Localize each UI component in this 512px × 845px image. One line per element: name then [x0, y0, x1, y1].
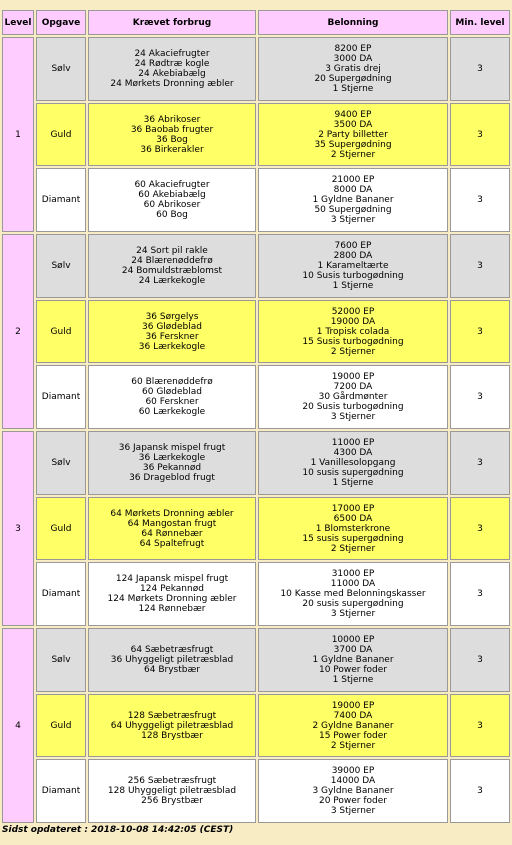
forbrug-line: 24 Mørkets Dronning æbler	[110, 79, 234, 89]
belonning-line: 52000 EP	[331, 306, 375, 317]
belonning-line: 30 Gårdmønter	[318, 392, 388, 402]
forbrug-cell	[88, 168, 256, 232]
belonning-line: 3 Stjerner	[330, 806, 376, 816]
forbrug-line: 64 Mangostan frugt	[127, 518, 217, 529]
forbrug-line: 64 Mørkets Dronning æbler	[110, 508, 234, 519]
belonning-line: 2 Gyldne Bananer	[312, 720, 394, 731]
belonning-line: 1 Stjerne	[332, 84, 374, 94]
opgave-cell: Guld	[36, 300, 86, 363]
forbrug-line: 36 Birkerakler	[140, 144, 204, 155]
min-level-cell: 3	[450, 168, 510, 232]
header-min-level: Min. level	[450, 10, 510, 35]
header-level: Level	[2, 10, 34, 35]
forbrug-cell	[88, 562, 256, 626]
opgave-cell: Guld	[36, 103, 86, 166]
forbrug-line: 60 Abrikoser	[143, 200, 201, 210]
opgave-cell: Diamant	[36, 562, 86, 626]
level-cell: 4	[2, 628, 34, 823]
belonning-cell	[258, 300, 448, 363]
forbrug-cell	[88, 234, 256, 298]
forbrug-line: 60 Akebiabælg	[138, 190, 206, 200]
min-level-cell: 3	[450, 103, 510, 166]
table-row	[2, 694, 510, 757]
belonning-line: 2 Stjerner	[330, 346, 376, 357]
header-forbrug: Krævet forbrug	[88, 10, 256, 35]
belonning-line: 15 susis supergødning	[302, 533, 404, 544]
belonning-line: 1 Vanillesolopgang	[310, 458, 396, 468]
level-cell: 2	[2, 234, 34, 429]
forbrug-line: 24 Akebiabælg	[138, 69, 206, 79]
opgave-cell: Guld	[36, 497, 86, 560]
forbrug-line: 36 Baobab frugter	[130, 124, 214, 135]
table-row	[2, 37, 510, 101]
forbrug-cell	[88, 497, 256, 560]
belonning-line: 2 Stjerner	[330, 149, 376, 160]
table-body	[2, 37, 510, 823]
belonning-line: 1 Stjerne	[332, 281, 374, 291]
belonning-line: 8200 EP	[334, 44, 372, 54]
belonning-line: 20 Susis turbogødning	[302, 402, 404, 412]
belonning-line: 19000 EP	[331, 372, 375, 382]
belonning-line: 3000 DA	[333, 54, 373, 64]
forbrug-cell	[88, 103, 256, 166]
belonning-line: 21000 EP	[331, 175, 375, 185]
belonning-cell	[258, 628, 448, 692]
table-row	[2, 168, 510, 232]
belonning-line: 1 Stjerne	[332, 478, 374, 488]
header-opgave: Opgave	[36, 10, 86, 35]
belonning-line: 2 Stjerner	[330, 740, 376, 751]
forbrug-line: 24 Blærenøddefrø	[131, 256, 213, 266]
belonning-cell	[258, 759, 448, 823]
belonning-line: 50 Supergødning	[314, 205, 392, 215]
table-row	[2, 365, 510, 429]
forbrug-line: 36 Lærkekogle	[138, 341, 206, 352]
belonning-line: 10 Kasse med Belonningskasser	[280, 589, 426, 599]
forbrug-cell	[88, 759, 256, 823]
forbrug-line: 124 Rønnebær	[138, 604, 206, 614]
belonning-line: 6500 DA	[333, 513, 373, 524]
min-level-cell: 3	[450, 300, 510, 363]
belonning-line: 7400 DA	[333, 710, 373, 721]
belonning-line: 1 Stjerne	[332, 675, 374, 685]
min-level-cell: 3	[450, 365, 510, 429]
min-level-cell: 3	[450, 562, 510, 626]
belonning-cell	[258, 694, 448, 757]
belonning-cell	[258, 234, 448, 298]
min-level-cell: 3	[450, 628, 510, 692]
opgave-cell: Diamant	[36, 759, 86, 823]
forbrug-line: 60 Ferskner	[145, 397, 199, 407]
rewards-table	[0, 8, 512, 825]
belonning-line: 7200 DA	[333, 382, 373, 392]
forbrug-cell	[88, 628, 256, 692]
min-level-cell: 3	[450, 497, 510, 560]
belonning-cell	[258, 431, 448, 495]
belonning-line: 8000 DA	[333, 185, 373, 195]
forbrug-line: 60 Akaciefrugter	[134, 180, 210, 190]
min-level-cell: 3	[450, 759, 510, 823]
belonning-line: 14000 DA	[330, 776, 376, 786]
table-row	[2, 431, 510, 495]
forbrug-line: 36 Abrikoser	[143, 114, 201, 125]
belonning-line: 3 Gratis drej	[325, 64, 381, 74]
forbrug-cell	[88, 37, 256, 101]
belonning-line: 2 Party billetter	[318, 129, 388, 140]
belonning-line: 10 Power foder	[318, 665, 387, 675]
forbrug-line: 24 Akaciefrugter	[134, 49, 210, 59]
belonning-line: 1 Blomsterkrone	[315, 523, 391, 534]
min-level-cell: 3	[450, 37, 510, 101]
forbrug-line: 124 Japansk mispel frugt	[115, 574, 229, 584]
belonning-line: 10 susis supergødning	[302, 468, 404, 478]
forbrug-cell	[88, 431, 256, 495]
opgave-cell: Sølv	[36, 628, 86, 692]
header-belonning: Belonning	[258, 10, 448, 35]
belonning-cell	[258, 562, 448, 626]
belonning-cell	[258, 497, 448, 560]
forbrug-line: 36 Glødeblad	[142, 321, 202, 332]
forbrug-line: 128 Sæbetræsfrugt	[127, 710, 217, 721]
forbrug-line: 24 Lærkekogle	[138, 276, 206, 286]
forbrug-line: 36 Drageblod frugt	[129, 473, 215, 483]
opgave-cell: Guld	[36, 694, 86, 757]
belonning-line: 3700 DA	[333, 645, 373, 655]
forbrug-line: 24 Bomuldstræblomst	[121, 266, 223, 276]
forbrug-line: 36 Uhyggeligt piletræsblad	[110, 655, 234, 665]
table-row	[2, 234, 510, 298]
belonning-line: 20 Power foder	[318, 796, 387, 806]
forbrug-line: 60 Blærenøddefrø	[131, 377, 213, 387]
belonning-line: 3 Stjerner	[330, 609, 376, 619]
table-row	[2, 103, 510, 166]
forbrug-line: 64 Sæbetræsfrugt	[130, 645, 214, 655]
belonning-line: 10 Susis turbogødning	[302, 271, 404, 281]
header-row	[2, 10, 510, 35]
belonning-line: 2 Stjerner	[330, 543, 376, 554]
forbrug-line: 36 Japansk mispel frugt	[118, 443, 226, 453]
table-row	[2, 497, 510, 560]
forbrug-line: 124 Mørkets Dronning æbler	[107, 594, 237, 604]
forbrug-line: 128 Uhyggeligt piletræsblad	[107, 786, 237, 796]
table-row	[2, 628, 510, 692]
forbrug-line: 36 Bog	[156, 134, 188, 145]
opgave-cell: Sølv	[36, 431, 86, 495]
belonning-line: 4300 DA	[333, 448, 373, 458]
belonning-line: 7600 EP	[334, 241, 372, 251]
table-row	[2, 562, 510, 626]
level-cell: 1	[2, 37, 34, 232]
belonning-line: 19000 EP	[331, 700, 375, 711]
belonning-line: 3 Gyldne Bananer	[312, 786, 394, 796]
forbrug-line: 60 Bog	[156, 210, 188, 220]
belonning-line: 1 Gyldne Bananer	[312, 655, 394, 665]
forbrug-line: 36 Lærkekogle	[138, 453, 206, 463]
belonning-line: 1 Gyldne Bananer	[312, 195, 394, 205]
belonning-line: 31000 EP	[331, 569, 375, 579]
forbrug-line: 128 Brystbær	[141, 730, 203, 741]
belonning-line: 1 Karameltærte	[317, 261, 389, 271]
belonning-line: 3500 DA	[333, 119, 373, 130]
min-level-cell: 3	[450, 431, 510, 495]
forbrug-line: 256 Brystbær	[141, 796, 203, 806]
forbrug-line: 60 Glødeblad	[142, 387, 202, 397]
belonning-line: 3 Stjerner	[330, 412, 376, 422]
belonning-cell	[258, 365, 448, 429]
belonning-line: 11000 DA	[330, 579, 376, 589]
forbrug-line: 64 Rønnebær	[141, 528, 203, 539]
forbrug-line: 60 Lærkekogle	[138, 407, 206, 417]
forbrug-line: 64 Uhyggeligt piletræsblad	[110, 720, 234, 731]
belonning-cell	[258, 103, 448, 166]
belonning-line: 35 Supergødning	[314, 139, 392, 150]
belonning-line: 17000 EP	[331, 503, 375, 514]
forbrug-line: 124 Pekannød	[140, 584, 204, 594]
belonning-line: 39000 EP	[331, 766, 375, 776]
forbrug-line: 64 Brystbær	[144, 665, 200, 675]
belonning-line: 11000 EP	[331, 438, 375, 448]
last-updated: Sidst opdateret : 2018-10-08 14:42:05 (CEST)	[2, 825, 234, 835]
level-cell: 3	[2, 431, 34, 626]
belonning-cell	[258, 168, 448, 232]
opgave-cell: Sølv	[36, 37, 86, 101]
min-level-cell: 3	[450, 694, 510, 757]
forbrug-line: 36 Pekannød	[142, 463, 202, 473]
belonning-line: 9400 EP	[334, 109, 372, 120]
belonning-line: 15 Power foder	[318, 730, 387, 741]
forbrug-line: 64 Spaltefrugt	[139, 538, 205, 549]
opgave-cell: Diamant	[36, 365, 86, 429]
belonning-line: 15 Susis turbogødning	[302, 336, 404, 347]
belonning-line: 2800 DA	[333, 251, 373, 261]
belonning-line: 20 susis supergødning	[302, 599, 404, 609]
belonning-line: 3 Stjerner	[330, 215, 376, 225]
belonning-cell	[258, 37, 448, 101]
belonning-line: 20 Supergødning	[314, 74, 392, 84]
forbrug-line: 24 Rødtræ kogle	[134, 59, 210, 69]
belonning-line: 19000 DA	[330, 316, 376, 327]
forbrug-line: 256 Sæbetræsfrugt	[127, 776, 217, 786]
min-level-cell: 3	[450, 234, 510, 298]
forbrug-cell	[88, 300, 256, 363]
forbrug-cell	[88, 365, 256, 429]
forbrug-line: 36 Sørgelys	[145, 311, 199, 322]
belonning-line: 1 Tropisk colada	[316, 326, 390, 337]
forbrug-line: 36 Ferskner	[145, 331, 199, 342]
table-row	[2, 300, 510, 363]
belonning-line: 10000 EP	[331, 635, 375, 645]
opgave-cell: Sølv	[36, 234, 86, 298]
forbrug-line: 24 Sort pil rakle	[136, 246, 208, 256]
forbrug-cell	[88, 694, 256, 757]
table-row	[2, 759, 510, 823]
opgave-cell: Diamant	[36, 168, 86, 232]
